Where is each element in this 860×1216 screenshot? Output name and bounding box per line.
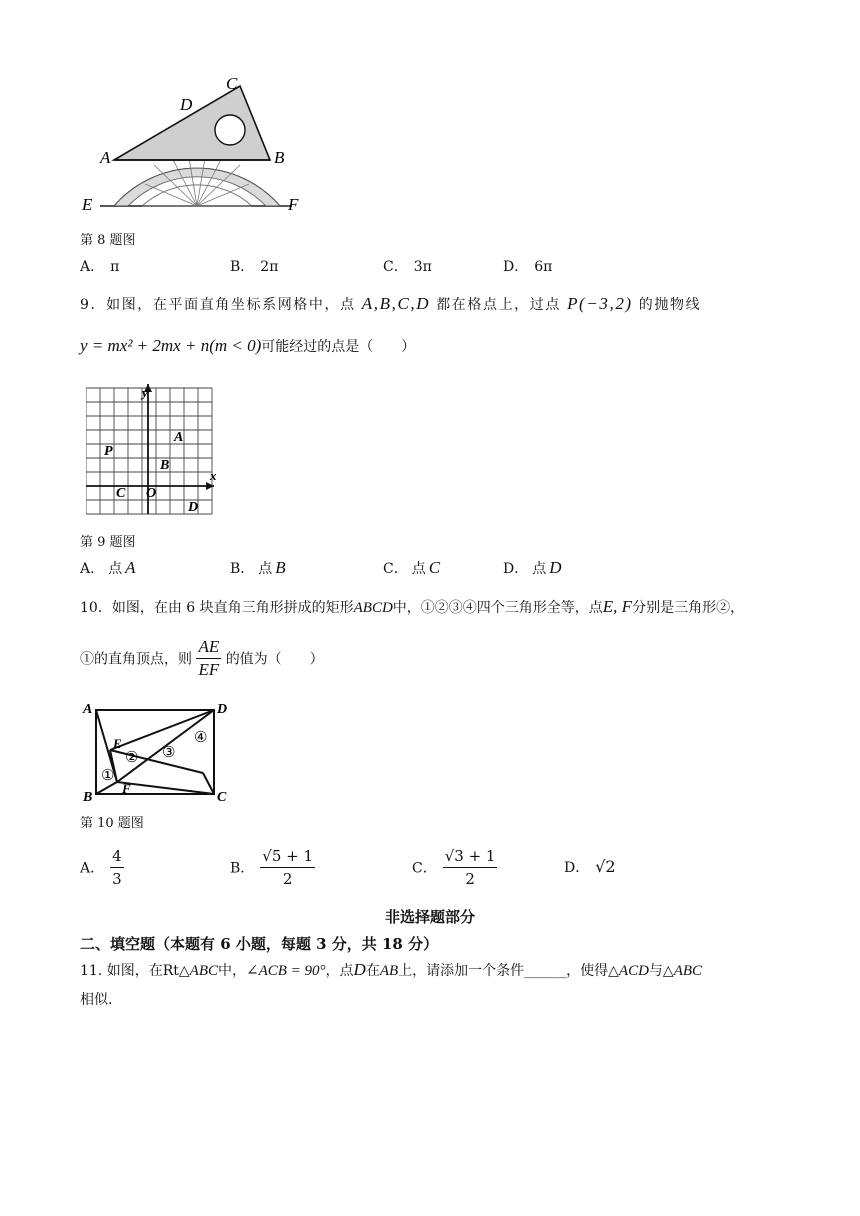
q10-option-a[interactable]: A． $\frac{4}{3}$ xyxy=(80,847,122,888)
q9-option-b[interactable]: B． 点 B xyxy=(230,558,286,577)
fig8-label-c: C xyxy=(226,74,238,93)
fig10-label-d: D xyxy=(217,702,228,717)
q9-grid-figure xyxy=(86,384,216,516)
q10-fraction: $\frac{AE}{EF}$ xyxy=(198,637,220,679)
q8-caption: 第 8 题图 xyxy=(80,233,136,248)
fig10-label-4: ④ xyxy=(194,730,208,746)
fig9-label-x: x xyxy=(210,468,216,483)
q8-option-b[interactable]: B． 2π xyxy=(230,259,279,275)
fig10-label-e: E xyxy=(113,736,122,751)
q9-option-d[interactable]: D． 点 D xyxy=(503,558,562,577)
fig9-label-y: y xyxy=(142,385,148,400)
q8-figure xyxy=(80,72,310,217)
fig10-label-b: B xyxy=(83,790,93,804)
q10-stem-line1: 10．如图，在由 6 块直角三角形拼成的矩形ABCD中，①②③④四个三角形全等，点E, F分别是三角形②， xyxy=(80,597,745,616)
section-title: 非选择题部分 xyxy=(384,908,475,926)
ruler-hole xyxy=(215,115,245,145)
fig9-label-d: D xyxy=(188,500,199,515)
q11-line1: 11. 如图，在Rt△ABC中，∠ACB = 90°，点D在AB上，请添加一个条件______，使得△ACD与△ABC xyxy=(80,960,703,979)
fig8-label-b: B xyxy=(274,148,285,167)
q10-option-b[interactable]: B． $\frac{√5 + 1}{2}$ xyxy=(230,847,314,888)
fig9-label-p: P xyxy=(104,444,113,459)
q10-figure xyxy=(80,700,232,804)
protractor-inner-arc xyxy=(142,185,252,206)
q9-option-a[interactable]: A． 点 A xyxy=(80,558,136,577)
q9-caption: 第 9 题图 xyxy=(80,535,136,550)
fig10-label-2: ② xyxy=(125,750,139,766)
part2-heading: 二、填空题（本题有 6 小题，每题 3 分，共 18 分） xyxy=(80,935,439,953)
fig9-label-o: O xyxy=(146,486,157,501)
fig9-label-a: A xyxy=(174,430,184,445)
fig10-label-f: F xyxy=(122,781,131,796)
fig10-label-c: C xyxy=(217,790,227,804)
fig9-label-c: C xyxy=(116,486,126,501)
q8-option-a[interactable]: A． π xyxy=(80,259,120,275)
fig8-label-e: E xyxy=(82,195,93,214)
fig9-label-b: B xyxy=(160,458,170,473)
q9-stem-line2: y = mx² + 2mx + n(m < 0)可能经过的点是（ ） xyxy=(80,336,416,355)
q10-caption: 第 10 题图 xyxy=(80,816,144,831)
q11-line2: 相似. xyxy=(80,992,113,1008)
q10-option-c[interactable]: C． $\frac{√3 + 1}{2}$ xyxy=(412,847,496,888)
q9-stem-line1: 9．如图，在平面直角坐标系网格中，点 A,B,C,D 都在格点上，过点 P(−3,2) 的抛物线 xyxy=(80,294,702,313)
fig10-label-3: ③ xyxy=(162,745,176,761)
fig10-label-a: A xyxy=(83,702,93,717)
fig8-label-a: A xyxy=(100,148,111,167)
q9-option-c[interactable]: C． 点 C xyxy=(383,558,441,577)
q8-option-c[interactable]: C． 3π xyxy=(383,259,432,275)
q10-option-d[interactable]: D． √2 xyxy=(564,857,616,876)
fig10-label-1: ① xyxy=(101,768,115,784)
fig8-label-d: D xyxy=(180,95,193,114)
q10-stem-line2: ①的直角顶点，则 $\frac{AE}{EF}$ 的值为（ ） xyxy=(80,637,324,679)
q8-option-d[interactable]: D． 6π xyxy=(503,259,553,275)
fig8-label-f: F xyxy=(288,195,299,214)
